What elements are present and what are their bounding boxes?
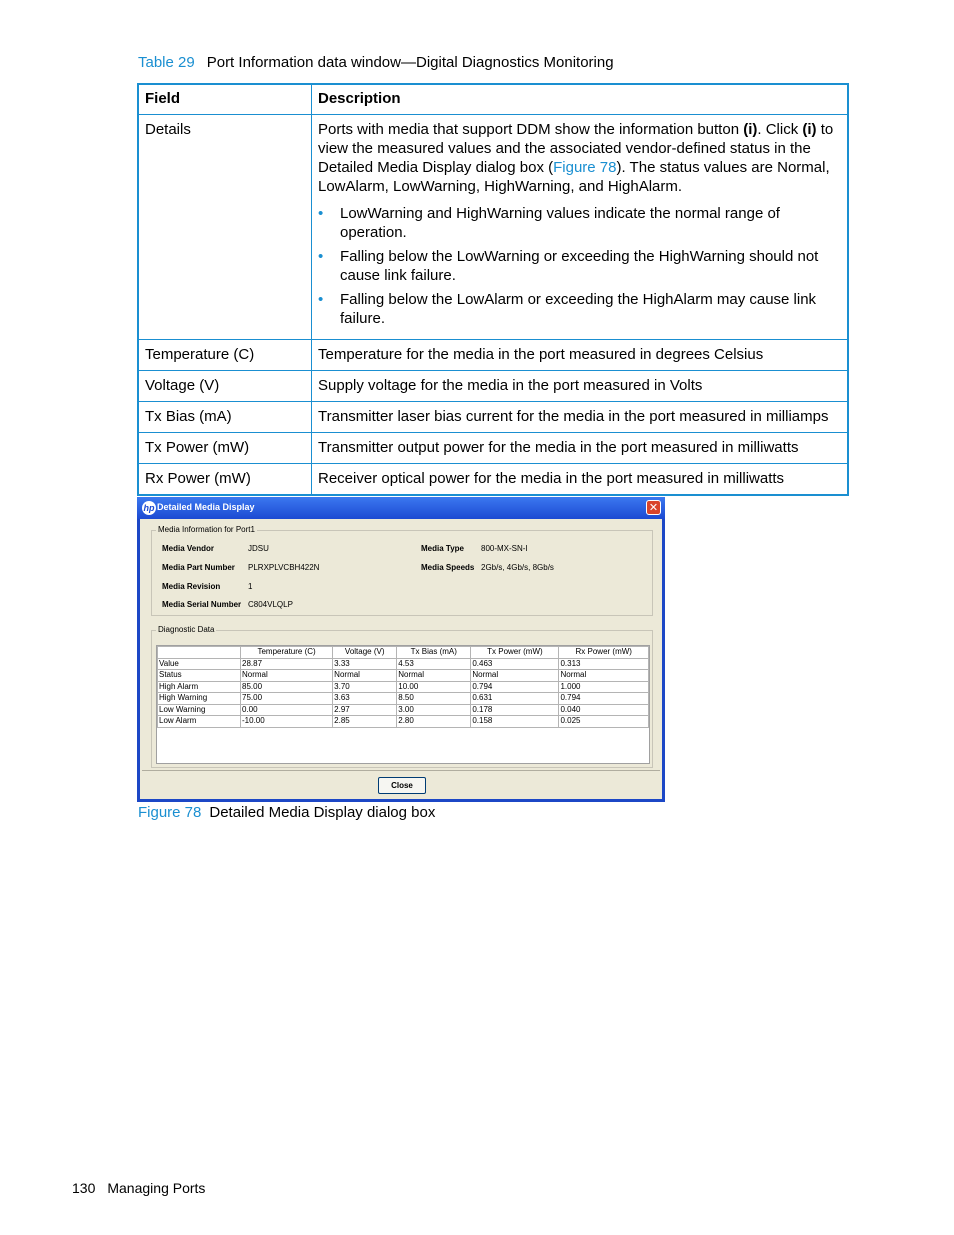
table-cell: 0.794 xyxy=(559,693,649,705)
column-header[interactable]: Rx Power (mW) xyxy=(559,647,649,659)
details-paragraph xyxy=(318,120,841,196)
table-row[interactable] xyxy=(158,681,649,693)
media-part-label: Media Part Number xyxy=(162,563,235,572)
table-cell: 0.794 xyxy=(471,681,559,693)
media-revision-value: 1 xyxy=(248,582,253,591)
media-part-value: PLRXPLVCBH422N xyxy=(248,563,320,572)
row-label: Status xyxy=(158,670,241,682)
table-cell: 10.00 xyxy=(397,681,471,693)
table-cell: 3.70 xyxy=(333,681,397,693)
port-info-table xyxy=(137,83,849,496)
media-type-value: 800-MX-SN-I xyxy=(481,544,528,553)
table-title: Port Information data window—Digital Diagnostics Monitoring xyxy=(206,54,614,71)
table-row xyxy=(138,464,848,496)
figure-title: Detailed Media Display dialog box xyxy=(209,804,436,821)
table-cell: 0.025 xyxy=(559,716,649,728)
section-name: Managing Ports xyxy=(107,1180,206,1196)
media-speeds-value: 2Gb/s, 4Gb/s, 8Gb/s xyxy=(481,563,554,572)
row-label: Value xyxy=(158,658,241,670)
list-item xyxy=(318,290,841,328)
text: . Click xyxy=(757,121,803,138)
row-label: High Alarm xyxy=(158,681,241,693)
list-item xyxy=(318,247,841,285)
dialog-body xyxy=(140,519,662,799)
column-header[interactable]: Tx Bias (mA) xyxy=(397,647,471,659)
table-row[interactable] xyxy=(158,704,649,716)
media-info-group xyxy=(151,525,653,616)
table-cell: 0.00 xyxy=(241,704,333,716)
figure-caption xyxy=(138,804,435,821)
bullet-text: Falling below the LowAlarm or exceeding the HighAlarm may cause link failure. xyxy=(340,291,817,327)
table-cell: -10.00 xyxy=(241,716,333,728)
description-cell: Supply voltage for the media in the port measured in Volts xyxy=(312,371,849,402)
dialog-title: Detailed Media Display xyxy=(157,502,255,512)
media-vendor-label: Media Vendor xyxy=(162,544,215,553)
field-cell: Temperature (C) xyxy=(138,340,312,371)
table-cell: 2.85 xyxy=(333,716,397,728)
table-header-row xyxy=(158,647,649,659)
group-title: Diagnostic Data xyxy=(158,625,215,634)
figure-number: Figure 78 xyxy=(138,804,202,821)
table-cell: 0.631 xyxy=(471,693,559,705)
table-cell: 2.80 xyxy=(397,716,471,728)
table-cell: 0.158 xyxy=(471,716,559,728)
row-label: Low Warning xyxy=(158,704,241,716)
table-cell: 0.178 xyxy=(471,704,559,716)
table-cell: Normal xyxy=(397,670,471,682)
column-header[interactable]: Voltage (V) xyxy=(333,647,397,659)
info-button-ref: (i) xyxy=(743,121,758,138)
description-cell: Temperature for the media in the port measured in degrees Celsius xyxy=(312,340,849,371)
bullet-text: Falling below the LowWarning or exceeding the HighWarning should not cause link failure. xyxy=(340,248,819,284)
table-cell: 0.040 xyxy=(559,704,649,716)
table-cell: 8.50 xyxy=(397,693,471,705)
table-cell: 85.00 xyxy=(241,681,333,693)
text: to view the measured values and the associated vendor-defined status in the Detailed Media Display dialog box ( xyxy=(318,121,834,176)
table-number: Table 29 xyxy=(138,54,195,71)
media-vendor-value: JDSU xyxy=(248,544,269,553)
media-type-label: Media Type xyxy=(421,544,464,553)
list-item xyxy=(318,204,841,242)
field-cell: Rx Power (mW) xyxy=(138,464,312,496)
bullet-text: LowWarning and HighWarning values indicate the normal range of operation. xyxy=(340,205,780,241)
row-label: High Warning xyxy=(158,693,241,705)
close-icon[interactable]: ✕ xyxy=(646,500,661,515)
table-cell: 75.00 xyxy=(241,693,333,705)
divider xyxy=(142,770,660,771)
table-cell: 1.000 xyxy=(559,681,649,693)
column-header[interactable]: Tx Power (mW) xyxy=(471,647,559,659)
column-header xyxy=(158,647,241,659)
group-title: Media Information for Port1 xyxy=(158,525,255,534)
media-serial-value: C804VLQLP xyxy=(248,600,293,609)
text: ). The status values are Normal, LowAlarm, LowWarning, HighWarning, and HighAlarm. xyxy=(318,159,830,195)
row-label: Low Alarm xyxy=(158,716,241,728)
table-row xyxy=(138,371,848,402)
description-cell: Transmitter laser bias current for the media in the port measured in milliamps xyxy=(312,402,849,433)
table-cell: 2.97 xyxy=(333,704,397,716)
table-cell: Normal xyxy=(333,670,397,682)
table-row[interactable] xyxy=(158,693,649,705)
table-cell: 4.53 xyxy=(397,658,471,670)
table-row xyxy=(138,115,848,340)
table-row xyxy=(138,402,848,433)
table-cell: 28.87 xyxy=(241,658,333,670)
page-number: 130 xyxy=(72,1180,96,1196)
text: Ports with media that support DDM show the information button xyxy=(318,121,744,138)
table-row xyxy=(138,433,848,464)
table-header-row xyxy=(138,84,848,115)
close-button[interactable]: Close xyxy=(378,777,426,794)
description-cell: Transmitter output power for the media in the port measured in milliwatts xyxy=(312,433,849,464)
table-cell: Normal xyxy=(241,670,333,682)
detailed-media-dialog xyxy=(137,497,665,802)
bullet-icon: • xyxy=(318,291,324,308)
page-footer xyxy=(72,1180,205,1196)
table-row xyxy=(138,340,848,371)
diagnostic-table xyxy=(156,645,650,764)
table-caption xyxy=(138,54,614,71)
field-cell: Voltage (V) xyxy=(138,371,312,402)
table-row[interactable] xyxy=(158,716,649,728)
details-bullet-list xyxy=(318,204,841,328)
column-header[interactable]: Temperature (C) xyxy=(241,647,333,659)
table-row[interactable] xyxy=(158,670,649,682)
diagnostic-grid xyxy=(157,646,649,728)
description-cell xyxy=(312,115,849,340)
hp-logo-icon: hp xyxy=(143,503,155,513)
table-cell: 3.33 xyxy=(333,658,397,670)
field-cell: Tx Power (mW) xyxy=(138,433,312,464)
header-field: Field xyxy=(138,84,312,115)
table-row[interactable] xyxy=(158,658,649,670)
table-cell: 0.463 xyxy=(471,658,559,670)
description-cell: Receiver optical power for the media in the port measured in milliwatts xyxy=(312,464,849,496)
info-button-ref: (i) xyxy=(802,121,817,138)
table-cell: Normal xyxy=(559,670,649,682)
table-cell: 3.63 xyxy=(333,693,397,705)
media-speeds-label: Media Speeds xyxy=(421,563,475,572)
table-cell: 3.00 xyxy=(397,704,471,716)
figure-link[interactable]: Figure 78 xyxy=(553,159,617,176)
field-cell: Tx Bias (mA) xyxy=(138,402,312,433)
field-cell: Details xyxy=(138,115,312,340)
table-cell: 0.313 xyxy=(559,658,649,670)
header-description: Description xyxy=(312,84,849,115)
media-serial-label: Media Serial Number xyxy=(162,600,242,609)
media-revision-label: Media Revision xyxy=(162,582,221,591)
table-cell: Normal xyxy=(471,670,559,682)
bullet-icon: • xyxy=(318,205,324,222)
dialog-titlebar[interactable] xyxy=(137,497,665,519)
bullet-icon: • xyxy=(318,248,324,265)
